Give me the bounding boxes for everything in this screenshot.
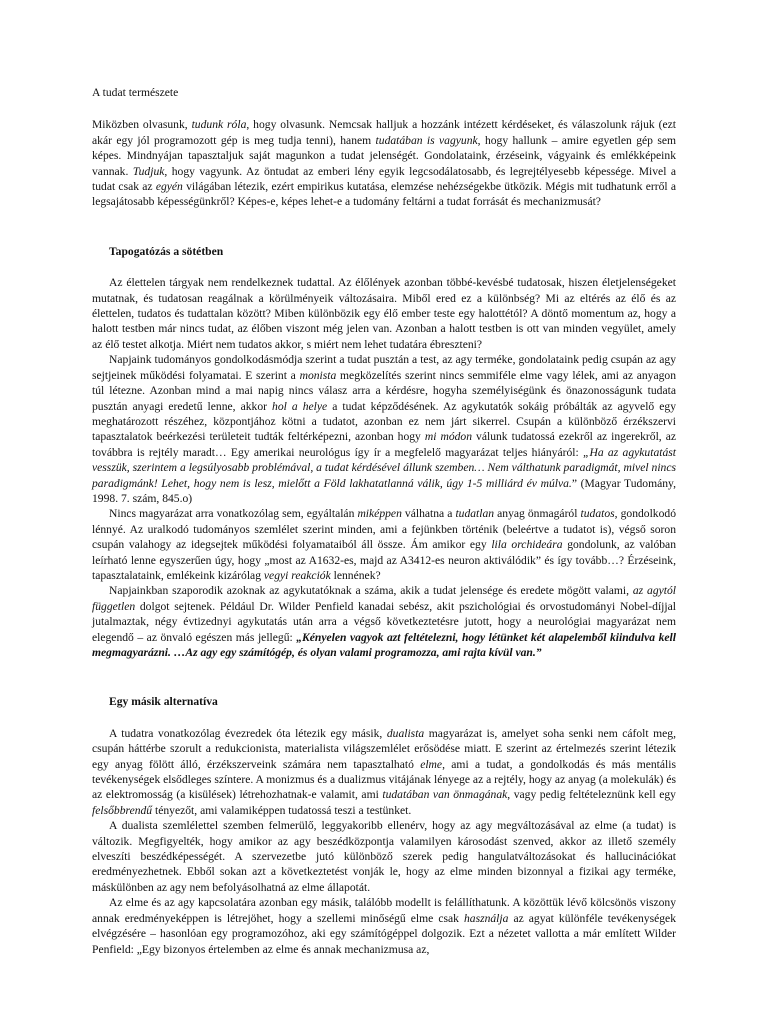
- section1-paragraph-2: [92, 352, 676, 506]
- text-run: Nincs magyarázat arra vonatkozólag sem, egyáltalán: [109, 507, 358, 521]
- citation: ” (Magyar Tudomány, 1998. 7. szám, 845.o): [92, 476, 676, 505]
- bold-quotation: „Kényelen vagyok azt feltételezni, hogy létünket két alapelemből kiindulva kell megmagyarázni. …Az agy egy számítógép, és olyan valami programozza, ami rajta kívül van.”: [92, 630, 676, 659]
- emphasis: használja: [463, 911, 509, 925]
- emphasis: miképpen: [357, 507, 402, 521]
- emphasis: tudatában van önmagának: [382, 788, 508, 802]
- emphasis: tudatos: [580, 507, 615, 521]
- emphasis: tudunk róla: [191, 118, 247, 132]
- text-run: Napjainkban szaporodik azoknak az agykutatóknak a száma, akik a tudat jelensége és eredete mögött valami,: [109, 584, 633, 598]
- text-run: Az elme és az agy kapcsolatára azonban egy másik, találóbb modellt is felállíthatunk. A közöttük lévő kölcsönös viszony annak eredményeképpen is létrejöhet, hogy a szellemi minőségű elme csak: [92, 896, 676, 925]
- text-run: dolgot sejtenek. Például Dr. Wilder Penfield kanadai sebész, akit pszichológiai és orvostudományi Nobel-díjjal jutalmaztak, négy évtizednyi agykutatás után arra a végső következtetésre jutott, hogy a neurológiai magyarázat nem elegendő – az önvaló egészen más jellegű:: [92, 599, 676, 644]
- emphasis: tudatában is vagyunk: [375, 133, 478, 147]
- section-heading-2: Egy másik alternatíva: [109, 695, 218, 709]
- text-run: , hogy olvasunk. Nemcsak halljuk a hozzánk intézett kérdéseket, és válaszolunk rájuk (ezt akár egy jól programozott gép is meg tudja tenni), hanem: [92, 118, 676, 147]
- text-run: , ami a tudat, a gondolkodás és más mentális tevékenységek elsődleges színtere. A monizmus és a dualizmus vitájának lényege az a rejtély, hogy az anyag (a molekulák) és az elektromosság (a kisülések) létrehozhatnak-e valamit, ami: [92, 757, 676, 802]
- text-run: Napjaink tudományos gondolkodásmódja szerint a tudat pusztán a test, az agy terméke, gondolataink pedig csupán az agy sejtjeinek működési folyamatai. E szerint a: [92, 353, 676, 382]
- text-run: anyag önmagáról: [494, 507, 581, 521]
- intro-paragraph: [92, 117, 676, 209]
- section1-paragraph-3: [92, 506, 676, 583]
- text-run: , gondolkodó lénnyé. Az uralkodó tudományos szemlélet szerint minden, ami a fejünkben történik (beleértve a tudatot is), végső soron csupán valahogy az idegsejtek működési folyamataiból áll össze. Ám amikor egy: [92, 507, 676, 552]
- emphasis: elme: [420, 757, 443, 771]
- section1-paragraph-1: Az élettelen tárgyak nem rendelkeznek tudattal. Az élőlények azonban többé-kevésbé tudatosak, hiszen életjelenségeket mutatnak, és tudatosan reagálnak a körülményeik változásaira. Miből ered ez a különbség? Mi az eltérés az élő és az élettelen, tudatos és tudattalan között? Miben különbözik egy élő ember teste egy halottétól? A döntő momentum az, hogy a halott testben már nincs tudat, az élőben viszont még jelen van. Azonban a halott testben is ott van minden vegyület, amely az élő testet alkotja. Miért nem tudatos akkor, s miért nem lehet tudatára ébreszteni?: [92, 276, 676, 351]
- text-run: válunk tudatossá ezekről az ingerekről, az továbbra is rejtély maradt… Egy amerikai neurológus így ír a megfelelő magyarázat teljes hiányáról:: [92, 430, 676, 459]
- text-run: , hogy vagyunk. Az öntudat az emberi lény egyik legcsodálatosabb, és legrejtélyesebb képessége. Mivel a tudat csak az: [92, 164, 676, 194]
- text-run: A tudatra vonatkozólag évezredek óta létezik egy másik,: [109, 726, 387, 740]
- emphasis: az agytól független: [92, 584, 676, 613]
- text-run: , hogy hallunk – amire egyetlen gép sem képes. Mindnyájan tapasztaljuk saját magunkon a tudat jelenségét. Gondolataink, érzéseink, vágyaink és emlékképeink vannak.: [92, 133, 676, 178]
- quotation: „Ha az agykutatást vesszük, szerintem a legsúlyosabb problémával, a tudat kérdésével állunk szemben… Nem válthatunk paradigmát, mivel nincs paradigmánk! Lehet, hogy nem is lesz, mielőtt a Föld lakhatatlanná válik, úgy 1-5 milliárd év múlva.: [92, 445, 676, 490]
- emphasis: tudatlan: [455, 507, 495, 521]
- text-run: magyarázat is, amelyet soha senki nem cáfolt meg, csupán háttérbe szorult a redukcionista, materialista világszemlélet erősödése miatt. E szerint az értelmezés szerint létezik egy anyag fölött álló, érzékszerveink számára nem tapasztalható: [92, 726, 676, 771]
- section2-paragraph-1: [92, 726, 676, 818]
- text-run: megközelítés szerint nincs semmiféle elme vagy lélek, ami az anyagon túl létezne. Azonban mind a mai napig nincs válasz arra a kérdésre, hogyha személyiségünk és önazonosságunk tudata pusztán anyagi eredetű lenne, akkor: [92, 368, 676, 413]
- section2-paragraph-2: A dualista szemlélettel szemben felmerülő, leggyakoribb ellenérv, hogy az agy megváltozásával az elme (a tudat) is változik. Megfigyelték, hogy amikor az agy beszédközpontja valamilyen károsodást szenved, akkor az illető személy elveszíti beszédképességét. A szervezetbe jutó különböző szerek pedig hangulatváltozásokat és hallucinációkat eredményezhetnek. Ebből sokan azt a következtetést vonják le, hogy az elme minden bizonnyal a fizikai agy terméke, máskülönben az agy nem befolyásolhatná az elme állapotát.: [92, 819, 676, 894]
- text-run: a tudat képződésének. Az agykutatók sokáig próbálták az agyvelő egy meghatározott részéhez, központjához kötni a tudatot, azonban ez nem járt sikerrel. Csupán a különböző érzékszervi tapasztalatok beérkezési területeit tudták feltérképezni, azonban hogy: [92, 399, 676, 444]
- section2-paragraph-3: [92, 895, 676, 957]
- text-run: , vagy pedig feltételeznünk kell egy: [507, 788, 676, 802]
- emphasis: mi módon: [424, 430, 473, 444]
- document-page: [92, 85, 676, 957]
- emphasis: monista: [299, 368, 337, 382]
- document-title: A tudat természete: [92, 86, 179, 99]
- text-run: világában létezik, ezért empirikus kutatása, elemzése nehézségekbe ütközik. Mégis mit tudhatunk erről a legsajátosabb képességünkről? Képes-e, képes lehet-e a tudomány feltárni a tudat forrását és mechanizmusát?: [92, 180, 677, 209]
- text-run: az agyat különféle tevékenységek elvégzésére – hasonlóan egy programozóhoz, aki egy számítógéppel dolgozik. Ezt a nézetet vallotta a már említett Wilder Penfield: „Egy bizonyos értelemben az elme és annak mechanizmusa az,: [92, 911, 676, 956]
- emphasis: Tudjuk: [132, 164, 165, 178]
- text-run: tényezőt, ami valamiképpen tudatossá teszi a testünket.: [152, 803, 412, 817]
- section1-paragraph-4: [92, 583, 676, 660]
- text-run: gondolunk, az valóban leírható lenne egyszerűen úgy, hogy „most az A1632-es, majd az A3412-es neuron aktiválódik” és így tovább…? Érzéseink, tapasztalataink, emlékeink kizárólag: [92, 538, 677, 582]
- section-heading-1: Tapogatózás a sötétben: [109, 244, 224, 258]
- emphasis: hol a helye: [272, 399, 328, 413]
- emphasis: egyén: [155, 180, 183, 194]
- emphasis: vegyi reakciók: [263, 568, 331, 582]
- text-run: lennének?: [330, 568, 381, 582]
- text-run: válhatna a: [401, 507, 456, 521]
- emphasis: dualista: [386, 726, 425, 740]
- emphasis: lila orchideára: [491, 538, 563, 552]
- text-run: Miközben olvasunk,: [92, 118, 192, 132]
- emphasis: felsőbbrendű: [92, 803, 153, 817]
